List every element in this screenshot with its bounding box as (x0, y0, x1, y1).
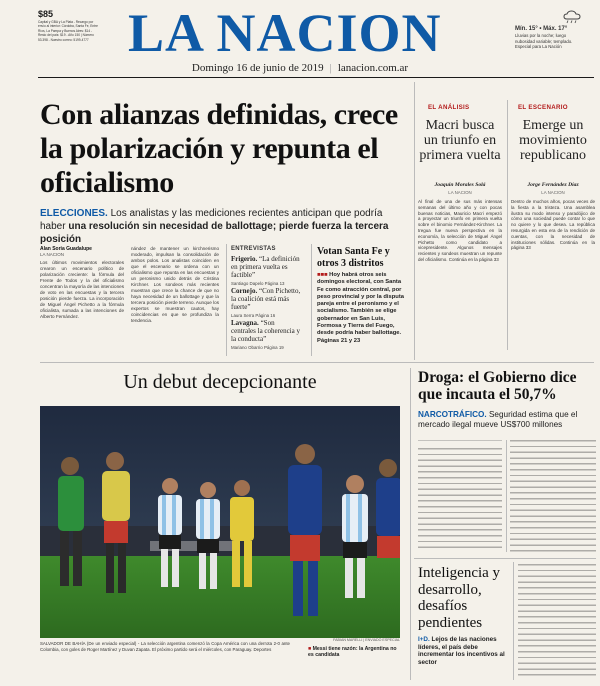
rail-divider (507, 100, 508, 350)
section-rule (40, 362, 594, 363)
votan-text: Hoy habrá otros seis domingos electoral, con Santa Fe como atracción central, por peso provincial y por la disputa pareja entre el peronismo y el socialismo. También se elige gobernador en San Luis, Formosa y Tierra del Fuego, desde podría haber ballottage. Páginas 21 y 23 (317, 272, 404, 344)
weather-forecast: Lluvias por la noche; luego nubosidad variable; templado. (515, 33, 573, 44)
droga-kicker-text: Seguridad estima que el mercado ilegal mueve US$700 millones (418, 410, 578, 429)
issue-date: Domingo 16 de junio de 2019 (191, 62, 324, 74)
caption-side-text: Messi tiene razón: la Argentina no es candidata (308, 646, 397, 659)
lead-headline[interactable]: Con alianzas definidas, crece la polarización y repunta el oficialismo (40, 98, 398, 199)
interview-item[interactable] (231, 255, 301, 286)
interview-source: Mariano Obarrio Página 19 (231, 344, 284, 350)
rail-divider (414, 82, 415, 360)
interview-name: Frigerio. (231, 255, 258, 263)
escenario-headline[interactable]: Emerge un movimiento republicano (519, 118, 587, 163)
lead-kicker-bold: una resolución sin necesidad de ballottage; pierde fuerza la tercera posición (40, 221, 389, 245)
weather-source: Especial para La Nación (515, 44, 562, 50)
droga-kicker (418, 410, 596, 430)
lead-body-2: nández de mantener un kirchnerismo moderado, impulsan la consolidación de ambos polos. Los analistas coinciden en que el escenario se ordena con un oficialismo que repunta en las encuestas y un peronismo unido detrás de Cristina Kirchner. Los sondeos más recientes muestran que crece la chance de que no haya necesidad de un ballottage y que la tercera posición pierde terreno. Aunque los expertos se muestran cautos, hay coincidencias en que se profundiza la tendencia. (131, 246, 219, 323)
lead-kicker (40, 207, 405, 246)
intel-kicker-text: Lejos de las naciones líderes, el país debe incrementar los incentivos al sector (418, 636, 505, 666)
interview-source: Santiago Dapelo Página 13 (231, 280, 285, 286)
votan-body (317, 272, 405, 345)
lead-author: Alan Soria Guadalupe (40, 246, 92, 252)
weather-temps: Mín. 15° • Máx. 17° (515, 26, 568, 32)
escenario-label: EL ESCENARIO (518, 104, 568, 111)
photo-credit: FABIAN MARELLI | ENVIADO ESPECIAL (333, 638, 400, 642)
lead-kicker-tag: ELECCIONES. (40, 208, 108, 219)
column-divider (410, 368, 411, 680)
separator: | (329, 62, 332, 74)
stadium-scene-image (40, 406, 400, 638)
column-divider (506, 440, 507, 552)
debut-headline[interactable]: Un debut decepcionante (123, 371, 317, 393)
interview-name: Cornejo. (231, 287, 258, 295)
text-lines (418, 440, 502, 446)
intel-headline[interactable]: Inteligencia y desarrollo, desafíos pendientes (418, 565, 501, 631)
bullet-dot: ■ (308, 646, 313, 652)
photo-caption: SALVADOR DE BAHÍA (De un enviado especial) - La selección argentina comenzó la Copa América con una derrota 2-0 ante Colombia, con goles de Roger Martínez y Duvan Zapata. El próximo partido será el miércoles, con Paraguay. Deportes (40, 641, 290, 652)
droga-body-lines-1 (418, 448, 502, 552)
intel-kicker (418, 636, 510, 666)
entrevistas-label: ENTREVISTAS (231, 246, 276, 252)
lead-column-1 (40, 246, 124, 352)
column-divider (513, 562, 514, 680)
intel-body-lines (518, 564, 596, 676)
lead-author-source: LA NACION (40, 252, 65, 257)
lead-kicker-text: Los analistas y las mediciones recientes anticipan que podría haber (40, 208, 383, 232)
rain-cloud-icon (563, 10, 581, 24)
masthead (0, 0, 600, 78)
interview-source: Laura Serra Página 16 (231, 312, 276, 318)
football-photo[interactable] (40, 406, 400, 638)
interview-item[interactable] (231, 319, 301, 350)
interview-quote: “Con Pichetto, la coalición está más fuerte” (231, 287, 301, 312)
interview-name: Lavagna. (231, 319, 259, 327)
lead-column-2 (131, 246, 219, 352)
analisis-headline[interactable]: Macri busca un triunfo en primera vuelta (419, 118, 501, 163)
droga-text-block (418, 440, 502, 446)
analisis-source: LA NACION (448, 190, 472, 195)
droga-headline[interactable]: Droga: el Gobierno dice que incauta el 50,7% (418, 369, 577, 403)
escenario-source: LA NACION (541, 190, 565, 195)
website-link[interactable]: lanacion.com.ar (337, 62, 409, 74)
analisis-label: EL ANÁLISIS (428, 104, 470, 111)
votan-bullet: ■■■ (317, 272, 328, 278)
column-divider (226, 244, 227, 356)
dateline (0, 62, 600, 74)
escenario-body: Dentro de muchos años, pocas veces de la fiesta a la tristeza. Una asamblea ilustra su modo intenso y paradójico de cómo una sociedad puede contar lo que no quiere y lo que desea. La república resurgida en esta era de la rendición de cuentas, con la necesidad de instituciones sólidas. Continúa en la página 33 (511, 199, 595, 251)
intel-kicker-tag: I+D. (418, 636, 430, 643)
section-rule (414, 558, 596, 559)
escenario-author: Jorge Fernández Díaz (527, 182, 579, 188)
lead-body-1: Los últimos movimientos electorales crearon un escenario político de polarización creciente: la fórmula del Frente de Todos y la del oficialismo concentran la mayoría de las intenciones de voto en las encuestas y la tercera posición pierde fuerza. La incorporación de Miguel Ángel Pichetto a la fórmula oficialista, sumada a las intenciones de Alberto Fernández. (40, 260, 124, 319)
caption-side-note[interactable] (308, 646, 398, 659)
price: $85 (38, 9, 54, 19)
droga-kicker-tag: NARCOTRÁFICO. (418, 410, 487, 419)
weather-box (515, 10, 585, 50)
column-divider (311, 244, 312, 356)
masthead-rule (38, 77, 594, 78)
droga-body-lines-2 (510, 440, 596, 552)
interview-item[interactable] (231, 287, 301, 318)
votan-headline[interactable]: Votan Santa Fe y otros 3 distritos (317, 246, 390, 269)
interview-quote: “Son centrales la coherencia y la conducta” (231, 319, 300, 344)
newspaper-logo[interactable]: LA NACION (128, 3, 442, 63)
analisis-author: Joaquín Morales Solá (434, 182, 486, 188)
analisis-body: Al final de una de sus más intensas semanas del último año y con pocas buenas noticias, Mauricio Macri empezó a proyectar un triunfo en primera vuelta sobre el binomio Fernández-Kirchner. La tregua fue nueva perspectiva en la economía, la selección de Miguel Ángel Pichetto como candidato a vicepresidente. Algunos mensajes recientes y sondeos muestran un repunte del oficialismo. Continúa en la página 33 (418, 199, 502, 262)
interview-quote: “La definición en primera vuelta es factible” (231, 255, 300, 280)
imprint-details: Capital y GBA y La Plata - Recargo por envío al interior: Córdoba, Santa Fe, Entre Ríos, La Pampa y Buenos Aires: $14 - Resto del país: $19 - Año 150 | Número 53.398 - Nuestro correo: 5199-4777 (38, 20, 98, 42)
